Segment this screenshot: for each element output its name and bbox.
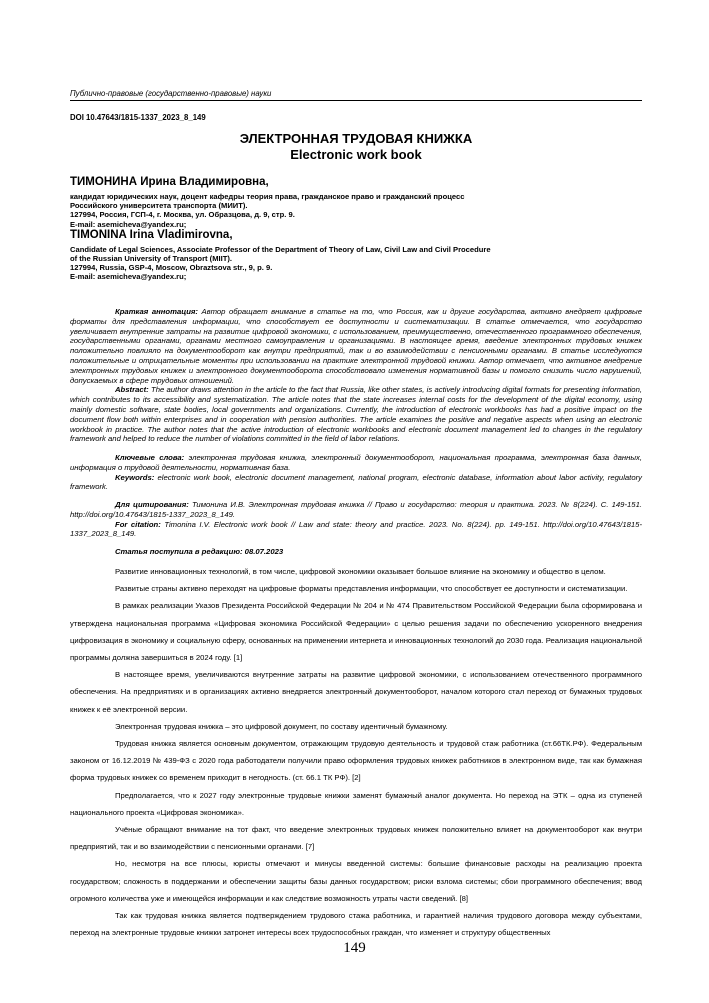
abstract-label-en: Abstract: [115,385,149,395]
body-paragraph: Развитие инновационных технологий, в том числе, цифровой экономики оказывает большое влияние на экономику и общество в целом. [115,567,606,576]
citation-text-ru: Тимонина И.В. Электронная трудовая книжка // Право и государство: теория и практика. 2023. № 8(224). С. 149-151. http://doi.org/10.47643/1815-1337_2023_8_149. [70,500,642,519]
citation-text-en: Timonina I.V. Electronic work book // Law and state: theory and practice. 2023. No. 8(224). pp. 149-151. http://doi.org/10.47643/1815-1337_2023_8_149. [70,519,642,539]
received-date: Статья поступила в редакцию: 08.07.2023 [115,547,284,556]
keywords-text-ru: электронная трудовая книжка, электронный документооборот, национальная программа, электронная база данных, информация о трудовой деятельности, нормативная база. [70,453,643,472]
body-paragraph: Трудовая книжка является основным документом, отражающим трудовую деятельность и трудовой стаж работника (ст.66ТК.РФ). Федеральным законом от 16.12.2019 № 439-ФЗ с 2020 года работодатели получили право оформления трудовых книжек работников в электронном виде, так как бумажная форма трудовых книжек со временем приходит в негодность. (ст. 66.1 ТК РФ). [2] [70,739,642,783]
abstract-label-ru: Краткая аннотация: [115,307,198,316]
page-number: 149 [343,940,366,956]
body-paragraph: Учёные обращают внимание на тот факт, что введение электронных трудовых книжек положительно влияет на документооборот как внутри предприятий, так и во взаимодействии с пенсионными органами. [7] [70,825,642,852]
author-affiliation-ru: кандидат юридических наук, доцент кафедры теория права, гражданское право и гражданский процесс [70,192,465,201]
doi: DOI 10.47643/1815-1337_2023_8_149 [70,113,206,122]
author-affiliation-en: Candidate of Legal Sciences, Associate Professor of the Department of Theory of Law, Civil Law and Civil Procedure [70,244,491,254]
body-paragraph: Так как трудовая книжка является подтверждением трудового стажа работника, и гарантией наличия трудового договора между субъектами, переход на электронные трудовые книжки затронет интересы всех трудоспособных граждан, что изменяет и структуру общественных [70,911,642,938]
keywords-en [70,473,642,493]
body-paragraph: Но, несмотря на все плюсы, юристы отмечают и минусы введенной системы: большие финансовые расходы на реализацию проекта государством; сложность в поддержании и обеспечении защиты базы данных государством; риски взлома системы; сбои программного обеспечения; ввод огромного количества уже и имеющейся информации и как следствие возможность утраты части сведений. [8] [70,859,642,903]
citation-label-ru: Для цитирования: [115,500,189,509]
author-affiliation-en: of the Russian University of Transport (MIIT). [70,254,233,264]
abstract-text-en: The author draws attention in the article to the fact that Russia, like other states, is actively introducing digital formats for presenting information, which contributes to its accessibility and systematization. The article notes that the state increases internal costs for the development of the digital economy, using mainly domestic software, state bodies, local governments and organizations. Currently, the introduction of electronic workbooks has had a positive impact on the document flow both within enterprises and in cooperation with pension authorities. The article examines the positive and negative aspects when using an electronic workbook in practice. The author notes that the active introduction of electronic workbooks and electronic document management led to changes in the regulatory framework and helped to reduce the number of violations committed in the field of labor relations. [70,385,642,444]
abstract-text-ru: Автор обращает внимание в статье на то, что Россия, как и другие государства, активно внедряет цифровые форматы для представления информации, что способствует ее доступности и систематизации. В статье отмечается, что государство увеличивает внутренние затраты на развитие цифровой экономики, с использованием, преимущественно, отечественного программного обеспечения, государственными органами, органами местного самоуправления и организациями. В настоящее время, введение электронных трудовых книжек положительно повлияло на документооборот как внутри предприятий, так и во взаимодействии с пенсионными органами. В статье исследуются положительные и отрицательные моменты при использовании на практике электронной трудовой книжки. Автор отмечает, что активное внедрение электронных трудовых книжек и электронного документооборота способствовало изменения нормативной базы и помогло снизить число нарушений, допускаемых в сфере трудовых отношений. [70,307,642,385]
body-paragraph: Предполагается, что к 2027 году электронные трудовые книжки заменят бумажный аналог документа. Но переход на ЭТК – одна из ступеней национального проекта «Цифровая экономика». [70,790,642,817]
author-address-ru: 127994, Россия, ГСП-4, г. Москва, ул. Образцова, д. 9, стр. 9. [70,210,295,220]
author-email-ru: E-mail: asemicheva@yandex.ru; [70,219,187,229]
article-title [70,131,642,163]
citation-en [70,520,642,540]
abstract [70,307,642,444]
article-body [70,563,642,941]
keywords-text-en: electronic work book, electronic document management, national program, electronic database, information about labor activity, regulatory framework. [70,472,642,492]
citation [70,500,642,539]
keywords-label-en: Keywords: [115,472,155,482]
body-paragraph: Развитые страны активно переходят на цифровые форматы представления информации, что способствует ее доступности и систематизации. [115,584,628,594]
body-paragraph: В рамках реализации Указов Президента Российской Федерации № 204 и № 474 Правительством Российской Федерации была сформирована и утверждена национальная программа «Цифровая экономика Российской Федерации» с целью решения задачи по обеспечению ускоренного внедрения цифровизация в экономику и социальную сферу, основанных на применении интернета и инновационных технологий до 2030 года. Реализация национальной программы должна завершиться в 2024 году. [1] [70,601,642,663]
author-email-en: E-mail: asemicheva@yandex.ru; [70,272,187,282]
author-info [70,176,642,282]
abstract-en [70,385,642,444]
title-en: Electronic work book [290,147,422,162]
author-affiliation-ru: Российского университета транспорта (МИИТ). [70,201,248,211]
body-paragraph: Электронная трудовая книжка – это цифровой документ, по составу идентичный бумажному. [115,721,448,731]
running-head: Публично-правовые (государственно-правовые) науки [70,89,642,101]
keywords-ru [70,453,642,473]
body-paragraph: В настоящее время, увеличиваются внутренние затраты на развитие цифровой экономики, с использованием отечественного программного обеспечения. На предприятиях и в организациях активно внедряется электронный документооборот, началом которого стал переход от бумажных трудовых книжек к её электронной версии. [70,670,642,714]
citation-ru [70,500,642,520]
abstract-ru [70,307,642,385]
keywords-label-ru: Ключевые слова: [115,453,185,462]
title-ru: ЭЛЕКТРОННАЯ ТРУДОВАЯ КНИЖКА [239,131,473,146]
author-address-en: 127994, Russia, GSP-4, Moscow, Obraztsova str., 9, p. 9. [70,263,273,273]
author-name-en: TIMONINA Irina Vladimirovna, [70,228,233,241]
keywords [70,453,642,492]
author-name-ru: ТИМОНИНА Ирина Владимировна, [70,176,269,188]
citation-label-en: For citation: [115,519,161,529]
